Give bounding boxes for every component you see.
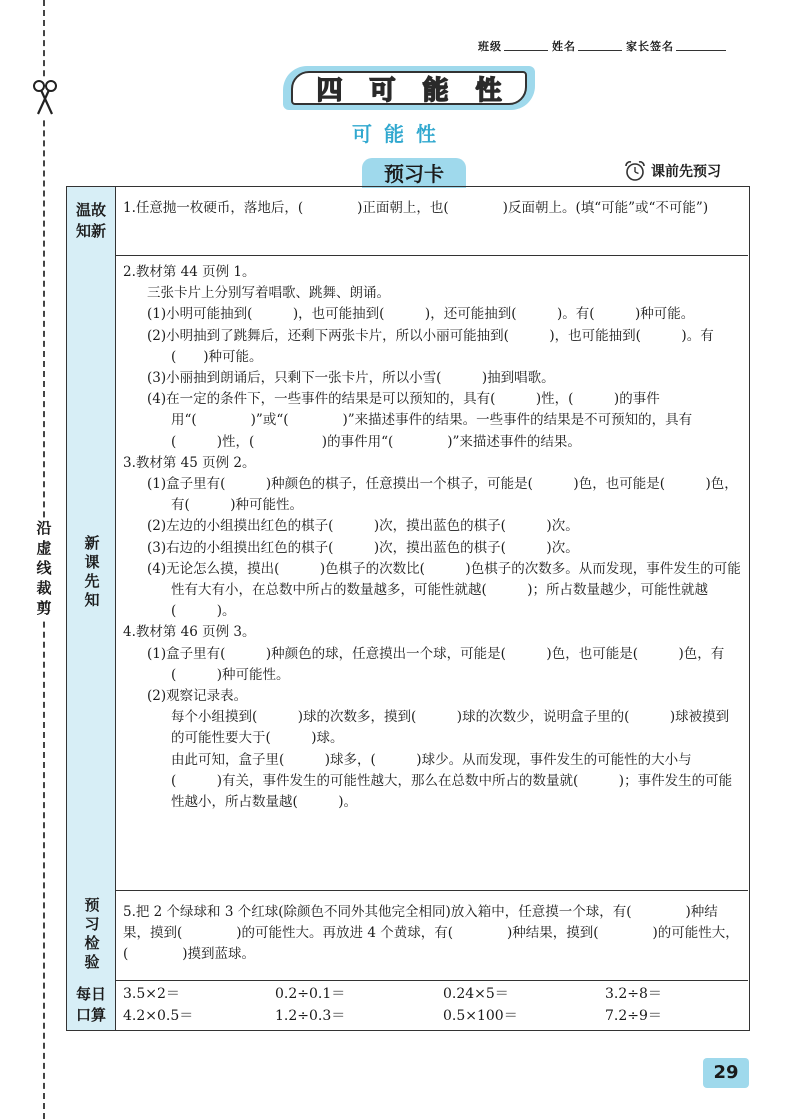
alarm-clock-icon [623,160,647,182]
row-review [67,187,748,256]
calc-item[interactable]: 4.2×0.5＝ [123,1008,194,1024]
new-lesson-content: 2.教材第 44 页例 1。 三张卡片上分别写着唱歌、跳舞、朗诵。 (1)小明可能抽到( )，也可能抽到( )，还可能抽到( )。有( )种可能。 (2)小明抽到了跳舞后，还剩下两张卡片，所以小丽可能抽到( )，也可能抽到( )。有( )种可能。 (3)小丽抽到朗诵后，只剩下一张卡片，所以小雪( )抽到唱歌。 (4)在一定的条件下，一些事件的结果是可以预知的，具有( )性，( )的事件用“( )”或“( )”来描述事件的结果。一些事件的结果是不可预知的，具有( )性，( )的事件用“( )”来描述事件的结果。 3.教材第 45 页例 2。 (1)盒子里有( )种颜色的棋子，任意摸出一个棋子，可能是( )色，也可能是( )色，有( )种可能性。 (2)左边的小组摸出红色的棋子( )次，摸出蓝色的棋子( )次。 (3)右边的小组摸出红色的棋子( )次，摸出蓝色的棋子( )次。 (4)无论怎么摸，摸出( )色棋子的次数比( )色棋子的次数多。从而发现，事件发生的可能性有大有小，在总数中所占的数量越多，可能性就越( )；所占数量越少，可能性就越( )。 4.教材第 46 页例 3。 (1)盒子里有( )种颜色的球，任意摸出一个球，可能是( )色，也可能是( )色，有( )种可能性。 (2)观察记录表。 每个小组摸到( )球的次数多，摸到( )球的次数少，说明盒子里的( )球被摸到的可能性要大于( )球。 由此可知，盒子里( )球多，( )球少。从而发现，事件发生的可能性的大小与( )有关，事件发生的可能性越大，那么在总数中所占的数量就( )；事件发生的可能性越小，所占数量越( )。 [123,264,741,811]
name-label: 姓名 [552,40,576,53]
calc-item[interactable]: 3.2÷8＝ [605,986,662,1002]
row-label-new-lesson: 新课先知 [67,255,116,890]
row-label-review: 温故知新 [67,187,116,255]
calc-item[interactable]: 0.2÷0.1＝ [275,986,346,1002]
name-blank[interactable] [578,38,622,51]
student-info-bar [478,38,730,54]
row-new-lesson [67,255,748,891]
class-label: 班级 [478,40,502,53]
row-label-preview-check: 预习检验 [67,890,116,980]
page-number: 29 [703,1058,749,1088]
row-daily-calc [67,980,748,1030]
preview-card-label: 预习卡 [362,158,466,188]
calc-item[interactable]: 7.2÷9＝ [605,1008,662,1024]
cut-instruction: 沿虚线裁剪 [33,518,55,618]
row-label-daily-calc: 每日口算 [67,980,116,1030]
parent-signature-blank[interactable] [676,38,726,51]
calc-item[interactable]: 0.5×100＝ [443,1008,518,1024]
chapter-title: 四 可 能 性 [291,71,527,105]
class-blank[interactable] [504,38,548,51]
preview-table [66,186,750,1031]
daily-calc-grid [123,983,742,1027]
question-4-heading: 4.教材第 46 页例 3。 [123,624,256,641]
calc-item[interactable]: 1.2÷0.3＝ [275,1008,346,1024]
calc-item[interactable]: 0.24×5＝ [443,986,509,1002]
section-title: 可能性 [352,122,448,146]
question-3-heading: 3.教材第 45 页例 2。 [123,454,256,471]
preview-tag: 课前先预习 [623,160,721,182]
row-preview-check [67,890,748,981]
scissors-icon [30,78,60,118]
calc-item[interactable]: 3.5×2＝ [123,986,180,1002]
question-2-heading: 2.教材第 44 页例 1。 [123,264,256,280]
review-question[interactable]: 1.任意抛一枚硬币，落地后，( )正面朝上，也( )反面朝上。(填“可能”或“不可能”) [123,200,709,216]
chapter-banner [283,66,539,114]
preview-check-question[interactable]: 5.把 2 个绿球和 3 个红球(除颜色不同外其他完全相同)放入箱中，任意摸一个球，有( )种结果，摸到( )的可能性大。再放进 4 个黄球，有( )种结果，摸到( )的可能性大，( )摸到蓝球。 [123,904,739,963]
parent-signature-label: 家长签名 [626,40,674,53]
